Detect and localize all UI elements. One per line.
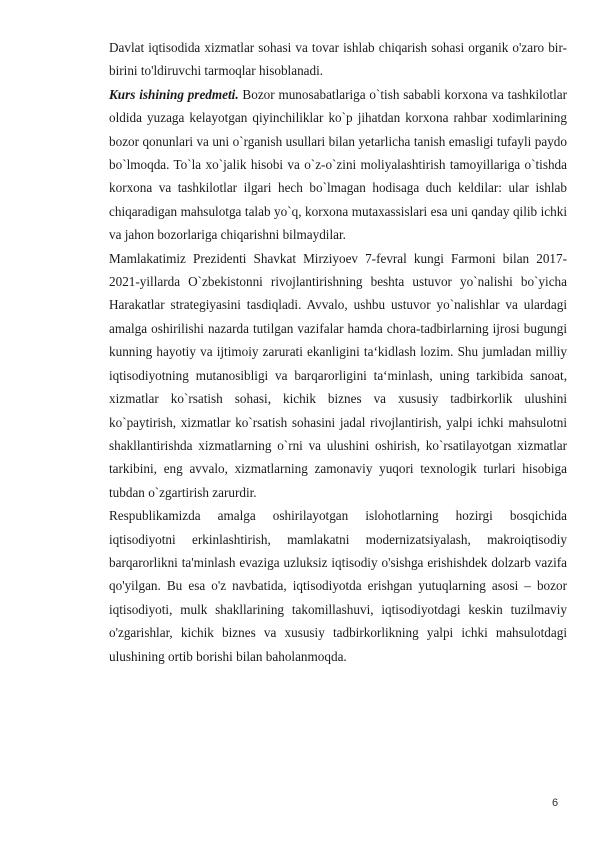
paragraph-4 — [109, 504, 567, 668]
paragraph-2-text: Bozor munosabatlariga o`tish sababli korxona va tashkilotlar oldida yuzaga kelayotgan qiyinchiliklar ko`p jihatdan korxona rahbar xodimlarining bozor qonunlari va uni o`rganish usullari bilan yetarlicha tanish emasligi tufayli paydo bo`lmoqda. To`la xo`jalik hisobi va o`z-o`zini moliyalashtirish tamoyillariga o`tishda korxona va tashkilotlar ilgari hech bo`lmagan hodisaga duch keldilar: ular ishlab chiqaradigan mahsulotga talab yo`q, korxona mutaxassislari esa uni qanday qilib ichki va jahon bozorlariga chiqarishni bilmaydilar. — [109, 86, 567, 243]
paragraph-3-text: Mamlakatimiz Prezidenti Shavkat Mirziyoev 7-fevral kungi Farmoni bilan 2017-2021-yillarda O`zbekistonni rivojlantirishning beshta ustuvor yo`nalishi bo`yicha Harakatlar strategiyasini tasdiqladi. Avvalo, ushbu ustuvor yo`nalishlar va ulardagi amalga oshirilishi nazarda tutilgan vazifalar hamda chora-tadbirlarning ijrosi bugungi kunning hayotiy va ijtimoiy zarurati ekanligini ta‘kidlash lozim. Shu jumladan milliy iqtisodiyotning mutanosibligi va barqarorligini ta‘minlash, uning tarkibida sanoat, xizmatlar ko`rsatish sohasi, kichik biznes va xususiy tadbirkorlik ulushini ko`paytirish, xizmatlar ko`rsatish sohasini jadal rivojlantirish, yalpi ichki mahsulotni shakllantirishda xizmatlarning o`rni va ulushini oshirish, ko`rsatilayotgan xizmatlar tarkibini, eng avvalo, xizmatlarning zamonaviy yuqori texnologik turlari hisobiga tubdan o`zgartirish zarurdir. — [109, 250, 567, 500]
paragraph-2 — [109, 83, 567, 247]
paragraph-3 — [109, 247, 567, 504]
paragraph-2-lead: Kurs ishining predmeti. — [109, 86, 239, 102]
body-text — [109, 36, 567, 668]
page-number: 6 — [552, 797, 559, 809]
paragraph-1 — [109, 36, 567, 83]
paragraph-4-text: Respublikamizda amalga oshirilayotgan islohotlarning hozirgi bosqichida iqtisodiyotni erkinlashtirish, mamlakatni modernizatsiyalash, makroiqtisodiy barqarorlikni ta'minlash evaziga uzluksiz iqtisodiy o'sishga erishishdek dolzarb vazifa qo'yilgan. Bu esa o'z navbatida, iqtisodiyotda erishgan yutuqlarning asosi – bozor iqtisodiyoti, mulk shakllarining takomillashuvi, iqtisodiyotdagi keskin tuzilmaviy o'zgarishlar, kichik biznes va xususiy tadbirkorlikning yalpi ichki mahsulotdagi ulushining ortib borishi bilan baholanmoqda. — [109, 508, 567, 664]
paragraph-1-text: Davlat iqtisodida xizmatlar sohasi va tovar ishlab chiqarish sohasi organik o'zaro bir-birini to'ldiruvchi tarmoqlar hisoblanadi. — [109, 40, 567, 79]
